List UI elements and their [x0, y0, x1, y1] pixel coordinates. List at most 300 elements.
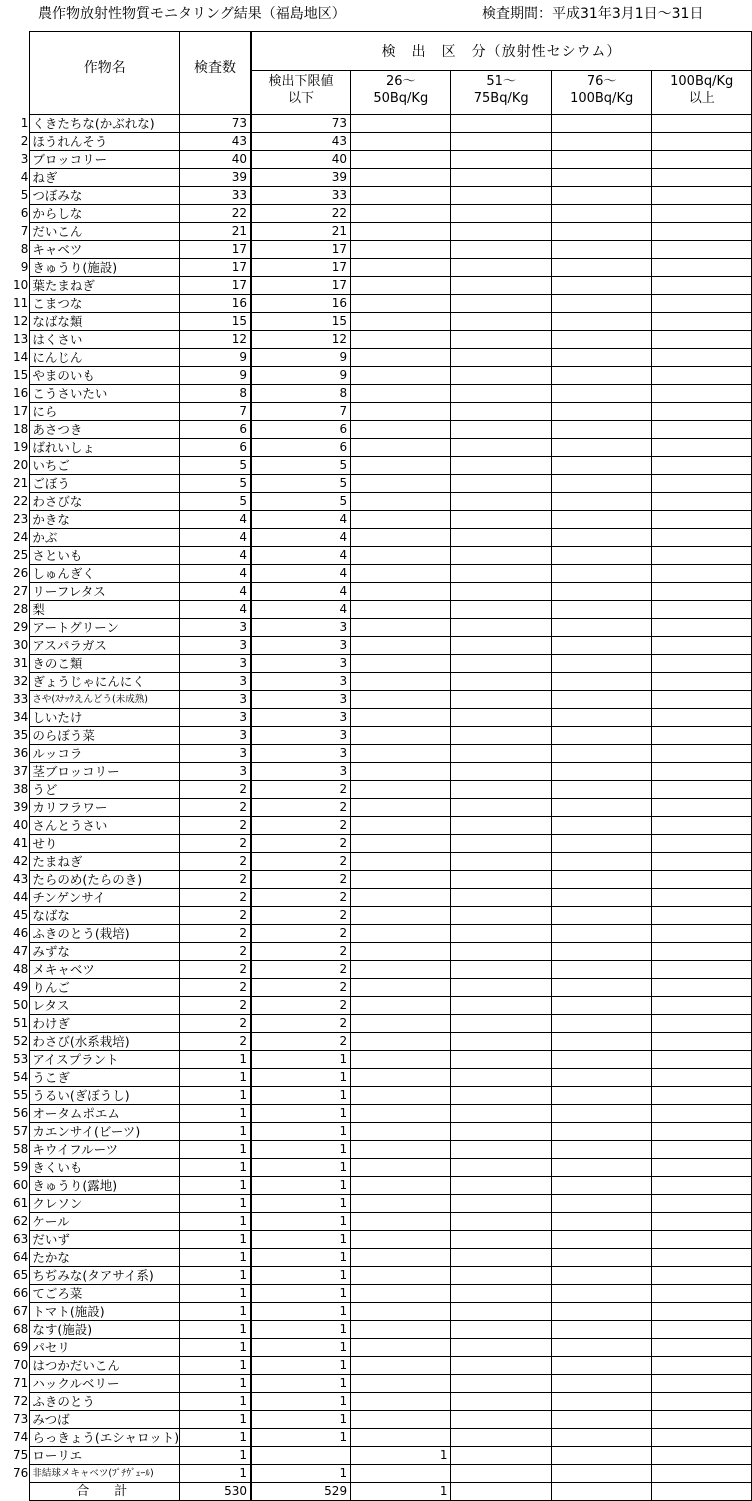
- cell-count: 2: [180, 925, 251, 943]
- crop-name: りんご: [30, 979, 180, 997]
- cell-range-76-100: [551, 1393, 652, 1411]
- table-row: [0, 709, 752, 727]
- crop-name: ごぼう: [30, 475, 180, 493]
- cell-range-51-75: [451, 1375, 551, 1393]
- crop-name: はつかだいこん: [30, 1357, 180, 1375]
- cell-count: 1: [180, 1375, 251, 1393]
- cell-count: 1: [180, 1159, 251, 1177]
- cell-range-76-100: [551, 583, 652, 601]
- table-row: [0, 385, 752, 403]
- cell-over-100: [652, 187, 752, 205]
- cell-range-51-75: [451, 871, 551, 889]
- cell-range-26-50: [351, 583, 451, 601]
- cell-below-limit: 1: [251, 1267, 351, 1285]
- cell-range-26-50: [351, 547, 451, 565]
- cell-range-26-50: [351, 1339, 451, 1357]
- cell-range-76-100: [551, 187, 652, 205]
- cell-count: 4: [180, 565, 251, 583]
- crop-name: ハックルベリー: [30, 1375, 180, 1393]
- cell-below-limit: 9: [251, 349, 351, 367]
- table-row: [0, 1231, 752, 1249]
- crop-name: のらぼう菜: [30, 727, 180, 745]
- cell-range-26-50: [351, 907, 451, 925]
- header-test-count: 検査数: [180, 32, 251, 115]
- crop-name: きゅうり(施設): [30, 259, 180, 277]
- table-row: [0, 943, 752, 961]
- table-row: [0, 1465, 752, 1483]
- cell-below-limit: 3: [251, 619, 351, 637]
- cell-range-26-50: [351, 817, 451, 835]
- cell-range-26-50: [351, 1393, 451, 1411]
- cell-range-76-100: [551, 961, 652, 979]
- cell-range-51-75: [451, 115, 551, 133]
- cell-range-76-100: [551, 421, 652, 439]
- cell-over-100: [652, 1087, 752, 1105]
- cell-range-76-100: [551, 457, 652, 475]
- cell-range-76-100: [551, 907, 652, 925]
- cell-over-100: [652, 673, 752, 691]
- cell-range-51-75: [451, 205, 551, 223]
- total-r76: [551, 1483, 652, 1501]
- crop-name: レタス: [30, 997, 180, 1015]
- header-range-76-100: 76～ 100Bq/Kg: [551, 71, 652, 115]
- cell-below-limit: 1: [251, 1393, 351, 1411]
- cell-over-100: [652, 655, 752, 673]
- cell-count: 3: [180, 727, 251, 745]
- cell-over-100: [652, 871, 752, 889]
- cell-range-26-50: [351, 511, 451, 529]
- cell-range-76-100: [551, 151, 652, 169]
- cell-below-limit: 1: [251, 1411, 351, 1429]
- row-number: 42: [13, 854, 29, 868]
- cell-range-51-75: [451, 1249, 551, 1267]
- cell-range-51-75: [451, 889, 551, 907]
- total-label: 合 計: [30, 1483, 180, 1501]
- cell-over-100: [652, 1069, 752, 1087]
- table-row: [0, 997, 752, 1015]
- cell-range-51-75: [451, 313, 551, 331]
- cell-below-limit: 2: [251, 835, 351, 853]
- cell-over-100: [652, 1321, 752, 1339]
- cell-over-100: [652, 1033, 752, 1051]
- table-row: [0, 1015, 752, 1033]
- cell-below-limit: 16: [251, 295, 351, 313]
- cell-range-26-50: [351, 349, 451, 367]
- row-number: 6: [20, 206, 29, 220]
- cell-range-76-100: [551, 295, 652, 313]
- cell-range-76-100: [551, 979, 652, 997]
- table-row: [0, 1429, 752, 1447]
- cell-over-100: [652, 1015, 752, 1033]
- cell-below-limit: 2: [251, 817, 351, 835]
- row-number: 43: [13, 872, 29, 886]
- cell-range-76-100: [551, 781, 652, 799]
- cell-over-100: [652, 169, 752, 187]
- crop-name: ほうれんそう: [30, 133, 180, 151]
- cell-below-limit: 2: [251, 889, 351, 907]
- cell-count: 1: [180, 1213, 251, 1231]
- cell-range-26-50: [351, 1051, 451, 1069]
- cell-range-26-50: [351, 493, 451, 511]
- cell-over-100: [652, 331, 752, 349]
- cell-range-51-75: [451, 1393, 551, 1411]
- cell-below-limit: 17: [251, 241, 351, 259]
- crop-name: くきたちな(かぶれな): [30, 115, 180, 133]
- cell-count: 1: [180, 1357, 251, 1375]
- crop-name: しゅんぎく: [30, 565, 180, 583]
- cell-below-limit: 73: [251, 115, 351, 133]
- table-row: [0, 637, 752, 655]
- crop-name: こまつな: [30, 295, 180, 313]
- cell-range-26-50: 1: [351, 1447, 451, 1465]
- cell-count: 1: [180, 1141, 251, 1159]
- cell-range-51-75: [451, 421, 551, 439]
- cell-over-100: [652, 223, 752, 241]
- cell-range-76-100: [551, 1105, 652, 1123]
- table-row: [0, 817, 752, 835]
- cell-range-51-75: [451, 169, 551, 187]
- row-number: 20: [13, 458, 29, 472]
- table-row: [0, 259, 752, 277]
- cell-range-51-75: [451, 637, 551, 655]
- crop-name: アートグリーン: [30, 619, 180, 637]
- crop-name: からしな: [30, 205, 180, 223]
- crop-name: 非結球メキャベツ(ﾌﾟﾁｳﾞｪｰﾙ): [30, 1465, 180, 1483]
- cell-below-limit: 5: [251, 493, 351, 511]
- cell-range-26-50: [351, 889, 451, 907]
- cell-range-76-100: [551, 1267, 652, 1285]
- cell-below-limit: 7: [251, 403, 351, 421]
- cell-range-51-75: [451, 1411, 551, 1429]
- cell-range-76-100: [551, 511, 652, 529]
- cell-count: 17: [180, 241, 251, 259]
- cell-range-26-50: [351, 727, 451, 745]
- total-r100: [652, 1483, 752, 1501]
- cell-below-limit: 40: [251, 151, 351, 169]
- cell-range-26-50: [351, 205, 451, 223]
- cell-range-51-75: [451, 691, 551, 709]
- cell-range-51-75: [451, 1339, 551, 1357]
- cell-range-26-50: [351, 601, 451, 619]
- cell-range-26-50: [351, 1249, 451, 1267]
- row-number: 69: [13, 1340, 29, 1354]
- cell-range-51-75: [451, 1429, 551, 1447]
- cell-below-limit: 33: [251, 187, 351, 205]
- cell-count: 1: [180, 1465, 251, 1483]
- cell-below-limit: 2: [251, 961, 351, 979]
- cell-range-26-50: [351, 1123, 451, 1141]
- cell-range-51-75: [451, 709, 551, 727]
- cell-range-51-75: [451, 997, 551, 1015]
- cell-below-limit: 1: [251, 1465, 351, 1483]
- cell-range-51-75: [451, 907, 551, 925]
- cell-over-100: [652, 925, 752, 943]
- cell-range-51-75: [451, 457, 551, 475]
- table-row: [0, 1159, 752, 1177]
- cell-over-100: [652, 997, 752, 1015]
- cell-range-51-75: [451, 1357, 551, 1375]
- cell-over-100: [652, 1357, 752, 1375]
- crop-name: カエンサイ(ビーツ): [30, 1123, 180, 1141]
- crop-name: わけぎ: [30, 1015, 180, 1033]
- crop-name: かぶ: [30, 529, 180, 547]
- cell-below-limit: 4: [251, 565, 351, 583]
- table-row: [0, 277, 752, 295]
- cell-count: 1: [180, 1231, 251, 1249]
- crop-name: さといも: [30, 547, 180, 565]
- cell-below-limit: 2: [251, 1015, 351, 1033]
- crop-name: 梨: [30, 601, 180, 619]
- cell-range-51-75: [451, 133, 551, 151]
- cell-range-76-100: [551, 1465, 652, 1483]
- cell-over-100: [652, 403, 752, 421]
- cell-below-limit: 1: [251, 1303, 351, 1321]
- row-number: 25: [13, 548, 29, 562]
- row-number: 5: [20, 188, 29, 202]
- row-number: 3: [20, 152, 29, 166]
- cell-count: 8: [180, 385, 251, 403]
- table-row: [0, 889, 752, 907]
- row-number: 63: [13, 1232, 29, 1246]
- crop-name: トマト(施設): [30, 1303, 180, 1321]
- cell-below-limit: 3: [251, 745, 351, 763]
- cell-count: 2: [180, 889, 251, 907]
- table-row: [0, 241, 752, 259]
- cell-range-26-50: [351, 1015, 451, 1033]
- cell-count: 2: [180, 853, 251, 871]
- cell-range-76-100: [551, 133, 652, 151]
- cell-range-51-75: [451, 943, 551, 961]
- cell-range-51-75: [451, 1069, 551, 1087]
- table-row: [0, 1357, 752, 1375]
- cell-over-100: [652, 1267, 752, 1285]
- crop-name: アイスプラント: [30, 1051, 180, 1069]
- cell-range-51-75: [451, 1465, 551, 1483]
- cell-range-51-75: [451, 1123, 551, 1141]
- table-row: [0, 727, 752, 745]
- crop-name: せり: [30, 835, 180, 853]
- cell-below-limit: 4: [251, 529, 351, 547]
- cell-count: 4: [180, 601, 251, 619]
- crop-name: きゅうり(露地): [30, 1177, 180, 1195]
- cell-over-100: [652, 295, 752, 313]
- table-row: [0, 745, 752, 763]
- table-row: [0, 1141, 752, 1159]
- cell-range-26-50: [351, 1429, 451, 1447]
- cell-range-51-75: [451, 565, 551, 583]
- cell-count: 4: [180, 583, 251, 601]
- row-number: 23: [13, 512, 29, 526]
- crop-name: つぼみな: [30, 187, 180, 205]
- cell-range-76-100: [551, 349, 652, 367]
- cell-over-100: [652, 1303, 752, 1321]
- cell-range-26-50: [351, 151, 451, 169]
- cell-range-51-75: [451, 1231, 551, 1249]
- cell-over-100: [652, 1051, 752, 1069]
- crop-name: ちぢみな(タアサイ系): [30, 1267, 180, 1285]
- cell-range-26-50: [351, 529, 451, 547]
- cell-range-76-100: [551, 1357, 652, 1375]
- crop-name: メキャベツ: [30, 961, 180, 979]
- cell-count: 3: [180, 745, 251, 763]
- table-row: [0, 1069, 752, 1087]
- crop-name: だいず: [30, 1231, 180, 1249]
- cell-over-100: [652, 313, 752, 331]
- cell-range-76-100: [551, 1069, 652, 1087]
- row-number: 7: [20, 224, 29, 238]
- header-category-group: 検 出 区 分（放射性セシウム）: [251, 32, 751, 71]
- cell-below-limit: 39: [251, 169, 351, 187]
- cell-range-51-75: [451, 781, 551, 799]
- table-row: [0, 1195, 752, 1213]
- cell-range-76-100: [551, 1249, 652, 1267]
- cell-range-26-50: [351, 1375, 451, 1393]
- cell-range-51-75: [451, 1303, 551, 1321]
- row-number: 61: [13, 1196, 29, 1210]
- table-row: [0, 1411, 752, 1429]
- cell-range-26-50: [351, 1267, 451, 1285]
- row-number: 18: [13, 422, 29, 436]
- cell-count: 6: [180, 421, 251, 439]
- cell-range-76-100: [551, 313, 652, 331]
- cell-count: 2: [180, 1015, 251, 1033]
- table-row: [0, 115, 752, 133]
- cell-range-76-100: [551, 115, 652, 133]
- crop-name: らっきょう(エシャロット): [30, 1429, 180, 1447]
- row-number: 22: [13, 494, 29, 508]
- cell-below-limit: 3: [251, 727, 351, 745]
- cell-range-51-75: [451, 727, 551, 745]
- cell-range-76-100: [551, 601, 652, 619]
- table-row: [0, 133, 752, 151]
- cell-range-76-100: [551, 637, 652, 655]
- row-number: 67: [13, 1304, 29, 1318]
- crop-name: たかな: [30, 1249, 180, 1267]
- page-title: 農作物放射性物質モニタリング結果（福島地区）: [38, 6, 346, 22]
- cell-range-26-50: [351, 835, 451, 853]
- row-number: 65: [13, 1268, 29, 1282]
- cell-over-100: [652, 1123, 752, 1141]
- table-row: [0, 601, 752, 619]
- cell-range-26-50: [351, 223, 451, 241]
- cell-over-100: [652, 745, 752, 763]
- cell-range-26-50: [351, 187, 451, 205]
- cell-count: 16: [180, 295, 251, 313]
- cell-range-51-75: [451, 241, 551, 259]
- table-row: [0, 907, 752, 925]
- cell-range-76-100: [551, 655, 652, 673]
- crop-name: カリフラワー: [30, 799, 180, 817]
- crop-name: にら: [30, 403, 180, 421]
- cell-over-100: [652, 1285, 752, 1303]
- cell-range-76-100: [551, 439, 652, 457]
- cell-below-limit: 1: [251, 1159, 351, 1177]
- row-number: 73: [13, 1412, 29, 1426]
- cell-range-26-50: [351, 943, 451, 961]
- cell-count: 3: [180, 691, 251, 709]
- row-number: 56: [13, 1106, 29, 1120]
- cell-over-100: [652, 529, 752, 547]
- cell-range-76-100: [551, 1447, 652, 1465]
- table-row: [0, 925, 752, 943]
- crop-name: 葉たまねぎ: [30, 277, 180, 295]
- cell-range-26-50: [351, 1177, 451, 1195]
- cell-count: 22: [180, 205, 251, 223]
- cell-range-76-100: [551, 871, 652, 889]
- cell-over-100: [652, 1465, 752, 1483]
- crop-name: かきな: [30, 511, 180, 529]
- cell-range-51-75: [451, 475, 551, 493]
- cell-below-limit: 5: [251, 457, 351, 475]
- cell-range-76-100: [551, 259, 652, 277]
- cell-range-76-100: [551, 493, 652, 511]
- cell-range-51-75: [451, 1447, 551, 1465]
- table-row: [0, 853, 752, 871]
- cell-range-76-100: [551, 943, 652, 961]
- cell-over-100: [652, 835, 752, 853]
- row-number: 64: [13, 1250, 29, 1264]
- cell-range-76-100: [551, 403, 652, 421]
- table-row: [0, 151, 752, 169]
- cell-range-51-75: [451, 529, 551, 547]
- crop-name: キウイフルーツ: [30, 1141, 180, 1159]
- crop-name: リーフレタス: [30, 583, 180, 601]
- cell-count: 3: [180, 763, 251, 781]
- cell-range-51-75: [451, 619, 551, 637]
- cell-count: 73: [180, 115, 251, 133]
- cell-over-100: [652, 151, 752, 169]
- row-number: 60: [13, 1178, 29, 1192]
- cell-range-76-100: [551, 1321, 652, 1339]
- cell-count: 15: [180, 313, 251, 331]
- crop-name: こうさいたい: [30, 385, 180, 403]
- cell-range-26-50: [351, 277, 451, 295]
- table-row: [0, 547, 752, 565]
- crop-name: オータムポエム: [30, 1105, 180, 1123]
- row-number: 68: [13, 1322, 29, 1336]
- table-row: [0, 1177, 752, 1195]
- table-row: [0, 403, 752, 421]
- cell-range-26-50: [351, 961, 451, 979]
- cell-range-51-75: [451, 745, 551, 763]
- cell-below-limit: 8: [251, 385, 351, 403]
- crop-name: チンゲンサイ: [30, 889, 180, 907]
- cell-range-51-75: [451, 835, 551, 853]
- cell-over-100: [652, 1177, 752, 1195]
- header-crop-name: 作物名: [30, 32, 180, 115]
- cell-range-51-75: [451, 853, 551, 871]
- cell-count: 1: [180, 1321, 251, 1339]
- cell-range-51-75: [451, 1177, 551, 1195]
- cell-below-limit: 3: [251, 763, 351, 781]
- cell-count: 40: [180, 151, 251, 169]
- cell-range-51-75: [451, 511, 551, 529]
- cell-count: 9: [180, 349, 251, 367]
- cell-range-51-75: [451, 547, 551, 565]
- cell-count: 5: [180, 475, 251, 493]
- cell-below-limit: 2: [251, 979, 351, 997]
- cell-below-limit: 2: [251, 871, 351, 889]
- cell-range-51-75: [451, 1195, 551, 1213]
- cell-below-limit: 2: [251, 943, 351, 961]
- crop-name: ブロッコリー: [30, 151, 180, 169]
- cell-count: 5: [180, 457, 251, 475]
- crop-name: ケール: [30, 1213, 180, 1231]
- cell-over-100: [652, 979, 752, 997]
- crop-name: なす(施設): [30, 1321, 180, 1339]
- cell-below-limit: 2: [251, 907, 351, 925]
- row-number: 33: [13, 692, 29, 706]
